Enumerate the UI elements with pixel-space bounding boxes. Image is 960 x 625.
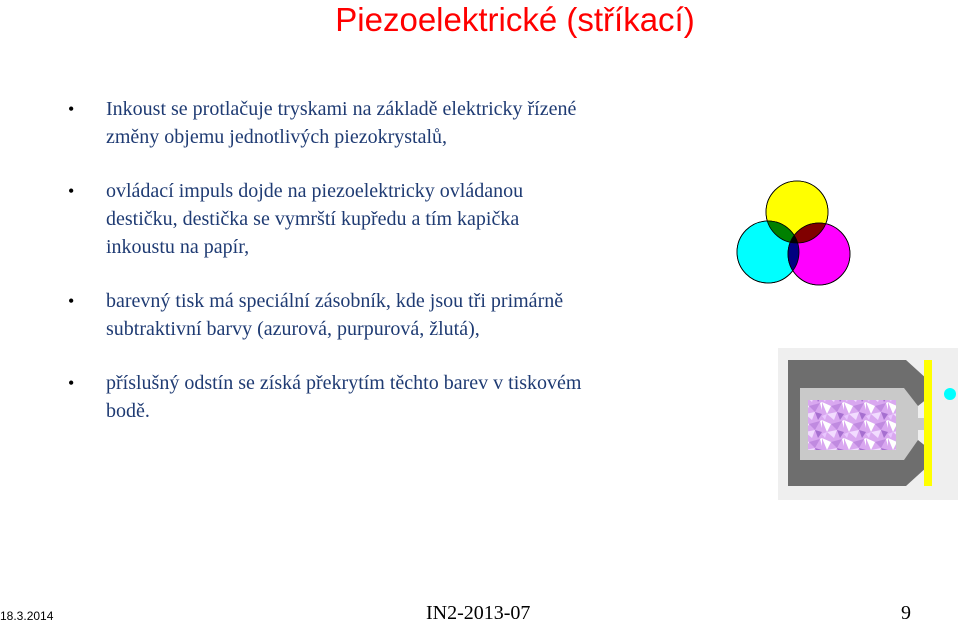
bullet-line: • ovládací impuls dojde na piezoelektricky ovládanou [106,180,524,202]
piezo-nozzle-illustration [778,348,958,500]
slide-title: Piezoelektrické (stříkací) [335,1,695,38]
bullet-item [68,177,728,261]
cmy-color-diagram [733,178,855,290]
bullet-item [68,287,728,343]
bullet-item [68,369,728,425]
bullet-line: inkoustu na papír, [106,236,250,258]
bullet-line: bodě. [106,400,150,422]
piezo-crystal [808,400,896,450]
bullet-item [68,95,728,151]
bullet-line: • barevný tisk má speciální zásobník, kde jsou tři primárně [106,290,564,312]
ink-droplet [944,388,956,400]
bullet-line: • příslušný odstín se získá překrytím těchto barev v tiskovém [106,372,582,394]
ink-plate [924,360,932,486]
bullet-line: subtraktivní barvy (azurová, purpurová, žlutá), [106,318,480,340]
bullet-line: změny objemu jednotlivých piezokrystalů, [106,126,448,148]
footer-date: 18.3.2014 [0,609,54,623]
footer-code: IN2-2013-07 [426,602,531,624]
bullet-line: destičku, destička se vymrští kupředu a tím kapička [106,208,520,230]
page-number: 9 [901,602,911,624]
bullet-line: • Inkoust se protlačuje tryskami na základě elektricky řízené [106,98,577,120]
bullet-list [68,95,728,451]
